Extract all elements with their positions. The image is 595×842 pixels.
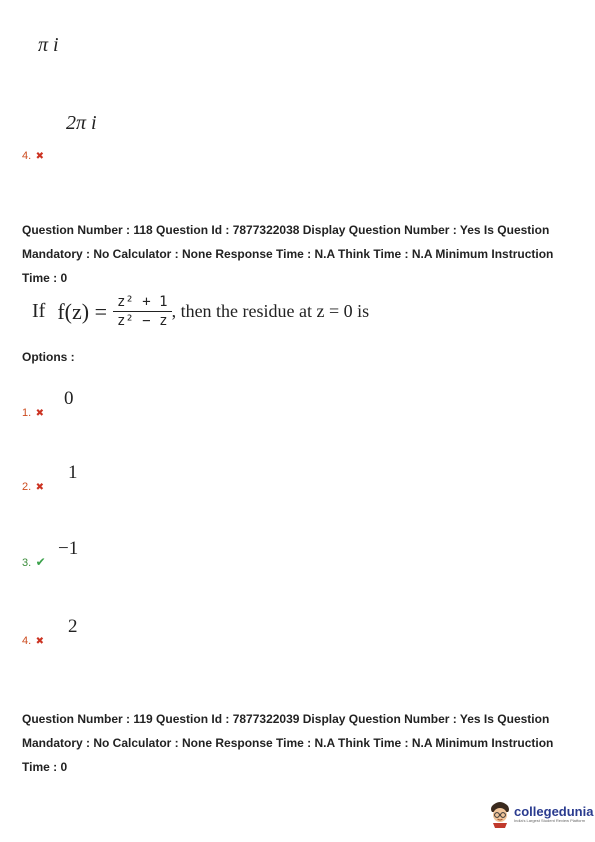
cross-icon: ✖ <box>35 636 45 647</box>
option-3 <box>22 553 46 571</box>
stem-function: f(z) = <box>57 298 107 324</box>
question-119-meta <box>22 707 582 779</box>
option-1 <box>22 403 44 421</box>
question-118-stem <box>32 294 369 329</box>
meta-line-2: Mandatory : No Calculator : None Response Time : N.A Think Time : N.A Minimum Instruction <box>22 736 554 750</box>
option-4 <box>22 631 44 649</box>
meta-line-3: Time : 0 <box>22 760 68 774</box>
option-2 <box>22 477 44 495</box>
option-number: 4. <box>22 635 32 647</box>
fraction-numerator: z² + 1 <box>113 294 172 312</box>
mascot-icon <box>488 800 512 828</box>
prev-option-4-value: 2π i <box>66 112 97 134</box>
option-number: 4. <box>22 150 32 162</box>
prev-option-3-value: π i <box>38 34 59 56</box>
residue-fraction <box>113 294 172 329</box>
option-number: 2. <box>22 481 32 493</box>
fraction-denominator: z² − z <box>116 313 168 329</box>
prev-option-4 <box>22 146 44 164</box>
option-3-value: −1 <box>58 538 79 559</box>
meta-line-2: Mandatory : No Calculator : None Response Time : N.A Think Time : N.A Minimum Instruction <box>22 247 554 261</box>
collegedunia-logo <box>488 800 593 828</box>
option-1-value: 0 <box>64 388 74 409</box>
cross-icon: ✖ <box>35 482 45 493</box>
stem-prefix: If <box>32 300 46 322</box>
cross-icon: ✖ <box>35 151 45 162</box>
option-2-value: 1 <box>68 462 78 483</box>
checkmark-icon: ✔ <box>35 555 46 569</box>
option-number: 3. <box>22 557 32 569</box>
meta-line-3: Time : 0 <box>22 271 68 285</box>
option-number: 1. <box>22 407 32 419</box>
meta-line-1: Question Number : 119 Question Id : 7877322039 Display Question Number : Yes Is Question <box>22 712 550 726</box>
question-118-meta <box>22 218 582 290</box>
meta-line-1: Question Number : 118 Question Id : 7877322038 Display Question Number : Yes Is Question <box>22 223 550 237</box>
option-4-value: 2 <box>68 616 78 637</box>
options-label: Options : <box>22 350 75 364</box>
stem-suffix: , then the residue at z = 0 is <box>171 301 370 321</box>
cross-icon: ✖ <box>35 408 45 419</box>
logo-name: collegedunia <box>514 804 594 819</box>
logo-tagline: India's Largest Student Review Platform <box>514 818 586 823</box>
